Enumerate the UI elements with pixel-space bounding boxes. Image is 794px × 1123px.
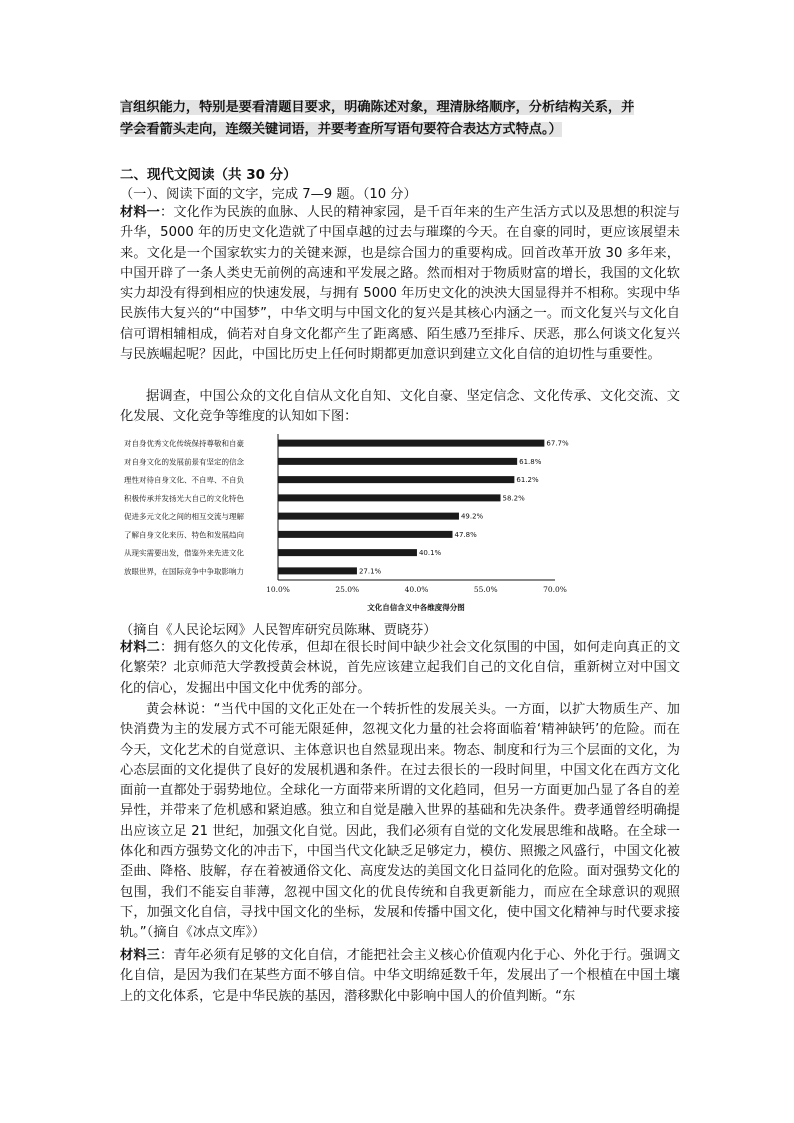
x-tick-label: 55.0% xyxy=(473,585,498,594)
bar-value-label: 61.2% xyxy=(516,476,539,485)
category-label: 从现实需要出发，借鉴外来先进文化 xyxy=(124,548,244,558)
bar-value-label: 61.8% xyxy=(519,457,542,466)
x-tick-labels xyxy=(266,585,567,594)
category-label: 对自身文化的发展前景有坚定的信念 xyxy=(124,457,244,467)
material-3-text: ：青年必须有足够的文化自信，才能把社会主义核心价值观内化于心、外化于行。强调文化自信，是因为我们在某些方面不够自信。中华文明绵延数千年，发展出了一个根植在中国土壤上的文化体系，它是中华民族的基因，潜移默化中影响中国人的价值判断。“东 xyxy=(120,948,681,1004)
bar-chart xyxy=(120,428,580,616)
question-instructions: （一）、阅读下面的文字，完成 7—9 题。（10 分） xyxy=(120,187,417,202)
survey-intro: 据调查，中国公众的文化自信从文化自知、文化自豪、坚定信念、文化传承、文化交流、文化发展、文化竞争等维度的认知如下图： xyxy=(120,389,680,425)
material-2-paragraph xyxy=(120,638,680,699)
category-label: 对自身优秀文化传统保持尊敬和自豪 xyxy=(124,439,244,449)
bar xyxy=(278,549,417,556)
intro-line-2: 学会看箭头走向，连缀关键词语，并要考查所写语句要符合表达方式特点。） xyxy=(120,122,562,137)
material-3-label: 材料三 xyxy=(120,948,161,963)
bar-value-label: 67.7% xyxy=(546,439,569,448)
bar-value-label: 58.2% xyxy=(502,494,525,503)
x-tick-label: 10.0% xyxy=(266,585,290,594)
category-label: 理性对待自身文化、不自卑、不自负 xyxy=(124,475,244,485)
bar xyxy=(278,440,544,447)
x-axis-label: 文化自信含义中各维度得分图 xyxy=(367,603,465,612)
material-1-paragraph xyxy=(120,203,680,365)
chart-source: （摘自《人民论坛网》人民智库研究员陈琳、贾晓芬） xyxy=(120,623,437,638)
bar-value-label: 49.2% xyxy=(460,512,484,521)
bar-value-label: 40.1% xyxy=(418,549,442,558)
material-2-label: 材料二 xyxy=(120,640,161,655)
material-3-paragraph xyxy=(120,946,680,1007)
bar xyxy=(278,458,517,465)
bar xyxy=(278,531,453,538)
material-1-text: ：文化作为民族的血脉、人民的精神家园，是千百年来的生产生活方式以及思想的积淀与升华，5000 年的历史文化造就了中国卓越的过去与璀璨的今天。在自豪的同时，更应该展望未来。文化是一个国家软实力的关键来源，也是综合国力的重要构成。回首改革开放 30 多年来，中国开辟了一条人类史无前例的高速和平发展之路。然而相对于物质财富的增长，我国的文化软实力却没有得到相应的快速发展，与拥有 5000 年历史文化的泱泱大国显得并不相称。实现中华民族伟大复兴的“中国梦”，中华文明与中国文化的复兴是其核心内涵之一。而文化复兴与文化自信可谓相辅相成，倘若对自身文化都产生了距离感、陌生感乃至排斥、厌恶，那么何谈文化复兴与民族崛起呢？因此，中国比历史上任何时期都更加意识到建立文化自信的迫切性与重要性。 xyxy=(120,205,681,363)
category-label: 放眼世界，在国际竞争中争取影响力 xyxy=(124,566,244,576)
section-title: 二、现代文阅读（共 30 分） xyxy=(120,167,297,183)
intro-line-1: 言组织能力，特别是要看清题目要求，明确陈述对象，理清脉络顺序，分析结构关系，并 xyxy=(120,100,635,115)
x-tick-label: 25.0% xyxy=(335,585,360,594)
chart-bars xyxy=(124,438,569,577)
bar xyxy=(278,567,357,574)
bar-value-label: 27.1% xyxy=(358,567,382,576)
x-tick-label: 40.0% xyxy=(404,585,429,594)
material-1-label: 材料一 xyxy=(120,205,161,220)
bar-value-label: 47.8% xyxy=(454,530,477,539)
category-label: 促进多元文化之间的相互交流与理解 xyxy=(124,512,244,522)
bar xyxy=(278,494,501,501)
x-tick-label: 70.0% xyxy=(543,585,567,594)
material-2-quote: 黄会林说：“当代中国的文化正处在一个转折性的发展关头。一方面，以扩大物质生产、加快消费为主的发展方式不可能无限延伸，忽视文化力量的社会将面临着‘精神缺钙’的危险。而在今天，文化艺术的自觉意识、主体意识也自然显现出来。物态、制度和行为三个层面的文化，为心态层面的文化提供了良好的发展机遇和条件。在过去很长的一段时间里，中国文化在西方文化面前一直都处于弱势地位。全球化一方面带来所谓的文化趋同，但另一方面更加凸显了各自的差异性，并带来了危机感和紧迫感。独立和自觉是融入世界的基础和先决条件。费孝通曾经明确提出应该立足 21 世纪，加强文化自觉。因此，我们必须有自觉的文化发展思维和战略。在全球一体化和西方强势文化的冲击下，中国当代文化缺乏足够定力，模仿、照搬之风盛行，中国文化被歪曲、降格、肢解，存在着被通俗文化、高度发达的美国文化日益同化的危险。面对强势文化的包围，我们不能妄自菲薄，忽视中国文化的优良传统和自我更新能力，而应在全球意识的观照下，加强文化自信，寻找中国文化的坐标，发展和传播中国文化，使中国文化精神与时代要求接轨。”（摘自《冰点文库》） xyxy=(120,702,680,941)
bar xyxy=(278,476,514,483)
intro-note xyxy=(120,97,680,141)
bar xyxy=(278,513,459,520)
category-label: 积极传承并发扬光大自己的文化特色 xyxy=(124,493,244,503)
category-label: 了解自身文化来历、特色和发展趋向 xyxy=(124,530,244,540)
material-2-text: ：拥有悠久的文化传承，但却在很长时间中缺少社会文化氛围的中国，如何走向真正的文化繁荣？北京师范大学教授黄会林说，首先应该建立起我们自己的文化自信，重新树立对中国文化的信心，发掘出中国文化中优秀的部分。 xyxy=(120,640,681,696)
